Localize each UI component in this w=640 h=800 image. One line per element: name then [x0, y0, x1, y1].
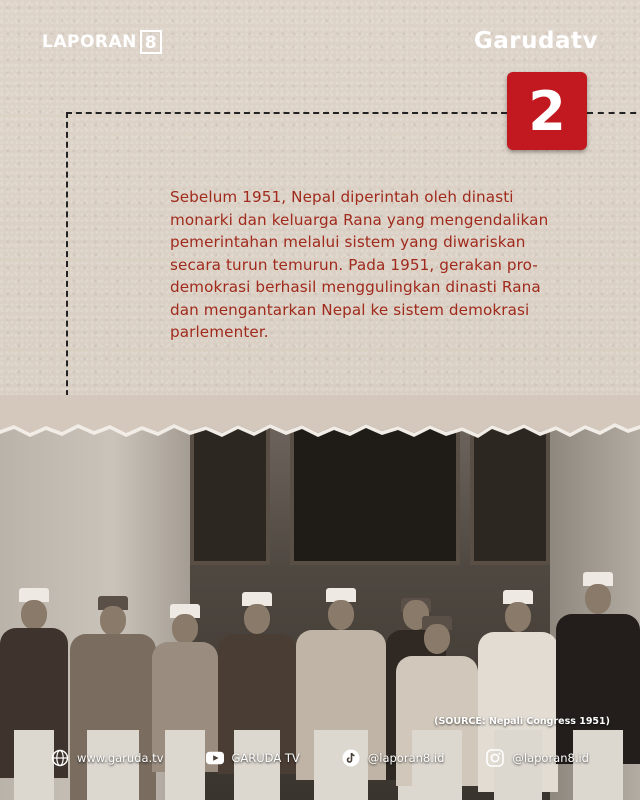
footer-instagram[interactable]: [486, 749, 589, 767]
laporan-logo-number: 8: [140, 30, 162, 54]
footer-website[interactable]: [51, 749, 164, 767]
instagram-icon: [486, 749, 504, 767]
footer-youtube[interactable]: [206, 749, 300, 767]
slide-number-badge: 2: [507, 72, 587, 150]
tiktok-icon: [342, 749, 360, 767]
torn-paper-edge: [0, 395, 640, 445]
garudatv-logo: Garudatv: [473, 28, 598, 54]
social-footer: [0, 738, 640, 778]
youtube-icon: [206, 749, 224, 767]
laporan8-logo: [42, 29, 162, 54]
body-paragraph: Sebelum 1951, Nepal diperintah oleh dinasti monarki dan keluarga Rana yang mengendalikan pemerintahan melalui sistem yang diwariskan secara turun temurun. Pada 1951, gerakan pro-demokrasi berhasil menggulingkan dinasti Rana dan mengantarkan Nepal ke sistem demokrasi parlementer.: [170, 188, 549, 341]
footer-tiktok[interactable]: [342, 749, 445, 767]
footer-youtube-label: GARUDA TV: [231, 751, 300, 765]
laporan-logo-text: LAPORAN: [42, 31, 137, 52]
dashed-frame-top: [66, 112, 507, 114]
footer-website-label: www.garuda.tv: [77, 751, 164, 765]
footer-tiktok-label: @laporan8.id: [367, 751, 445, 765]
photo-source-caption: (SOURCE: Nepali Congress 1951): [434, 716, 610, 727]
dashed-frame-top-right: [587, 112, 640, 114]
footer-instagram-label: @laporan8.id: [512, 751, 589, 765]
globe-icon: [51, 749, 69, 767]
